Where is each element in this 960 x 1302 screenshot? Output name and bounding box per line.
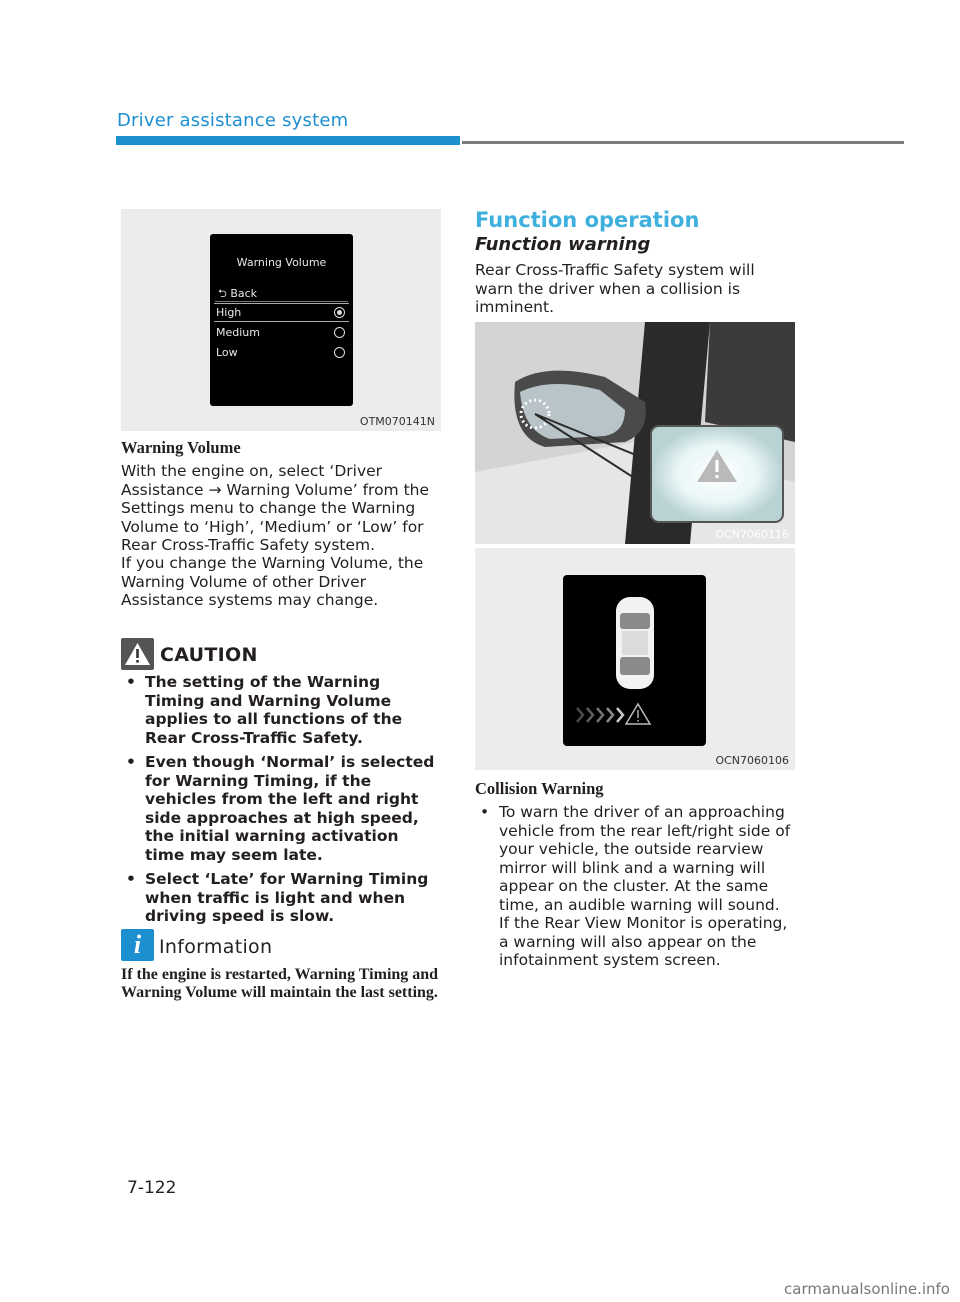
header-accent-bar: [116, 136, 460, 145]
figure-caption: OCN7060106: [715, 754, 789, 767]
option-high: [216, 306, 346, 319]
sub-title: Function warning: [475, 234, 651, 255]
info-header: [121, 929, 441, 963]
warning-triangle-icon: [121, 638, 154, 670]
function-warning-para: Rear Cross-Traffic Safety system will warn the driver when a collision is imminent.: [475, 261, 755, 316]
option-label: Low: [216, 346, 238, 359]
caution-header: [121, 638, 441, 670]
warning-volume-para1: With the engine on, select ‘Driver Assistance → Warning Volume’ from the Settings menu to change the Warning Volume to ‘High’, ‘Medium’ or ‘Low’ for Rear Cross-Traffic Safety system.: [121, 462, 430, 554]
caution-item: • Select ‘Late’ for Warning Timing when traffic is light and when driving speed is slow.: [121, 870, 443, 926]
collision-warning-item: • To warn the driver of an approaching vehicle from the rear left/right side of your vehicle, the outside rearview mirror will blink and a warning will appear on the cluster. At the same time, an audible warning will sound. If the Rear View Monitor is operating, a warning will also appear on the infotainment system screen.: [475, 803, 793, 970]
figure-mirror-warning: [475, 322, 795, 544]
option-medium: [216, 326, 346, 339]
chapter-title: Driver assistance system: [117, 110, 349, 131]
back-label: Back: [230, 287, 258, 300]
info-text: If the engine is restarted, Warning Timing and Warning Volume will maintain the last setting.: [121, 966, 439, 1001]
section-title: Function operation: [475, 208, 700, 232]
radio-selected-icon: [334, 307, 345, 318]
radio-empty-icon: [334, 347, 345, 358]
warning-volume-para2: If you change the Warning Volume, the Warning Volume of other Driver Assistance systems may change.: [121, 554, 424, 609]
caution-list: [121, 673, 443, 932]
figure-caption: OTM070141N: [359, 415, 435, 428]
caution-item: • Even though ‘Normal’ is selected for Warning Timing, if the vehicles from the left and right side approaches at high speed, the initial warning activation time may seem late.: [121, 753, 443, 864]
figure-warning-volume: [121, 209, 441, 431]
back-arrow-icon: ⮌: [218, 287, 227, 300]
page-number: 7-122: [127, 1178, 177, 1198]
cluster-display: [563, 575, 706, 746]
collision-warning-heading: Collision Warning: [475, 779, 604, 798]
option-label: Medium: [216, 326, 260, 339]
cluster-screen: [210, 234, 353, 406]
header-rule: [462, 141, 904, 144]
info-icon: i: [121, 929, 154, 961]
caution-title: CAUTION: [160, 644, 258, 666]
collision-warning-list: [475, 803, 793, 976]
warning-volume-heading: Warning Volume: [121, 438, 241, 457]
caution-item: • The setting of the Warning Timing and Warning Volume applies to all functions of the Rear Cross-Traffic Safety.: [121, 673, 443, 747]
watermark: carmanualsonline.info: [784, 1280, 950, 1298]
info-title: Information: [159, 936, 273, 958]
menu-divider: [215, 301, 348, 302]
figure-caption: OCN7060116: [715, 528, 789, 541]
screen-title: Warning Volume: [236, 256, 327, 269]
figure-cluster-warning: [475, 548, 795, 770]
radio-empty-icon: [334, 327, 345, 338]
option-low: [216, 346, 346, 359]
option-label: High: [216, 306, 242, 319]
